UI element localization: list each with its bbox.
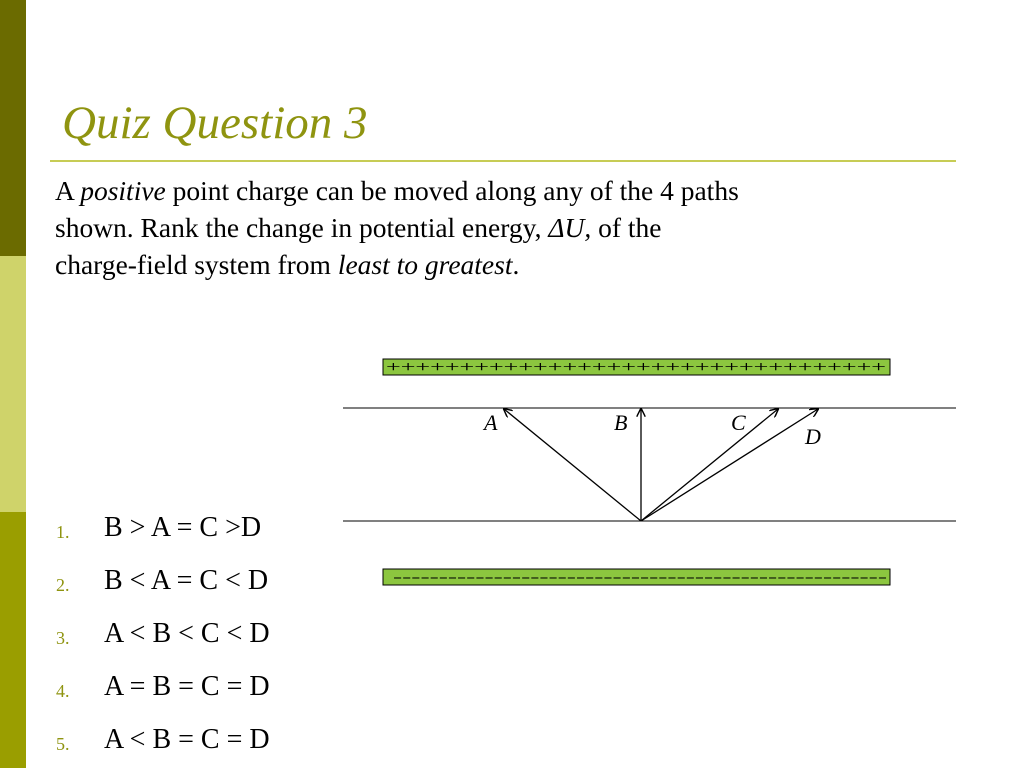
answer-option-2[interactable] (56, 565, 456, 599)
question-segment: charge-field system from (55, 249, 338, 280)
question-segment-italic: ΔU, (548, 212, 592, 243)
slide-title: Quiz Question 3 (62, 97, 368, 149)
option-text: A < B < C < D (104, 618, 270, 649)
negative-plate-signs: ------------------------------------------------------ (393, 570, 888, 585)
option-number: 2. (56, 575, 70, 595)
question-segment-italic: least to greatest (337, 249, 513, 280)
path-a-label: A (484, 410, 498, 435)
question-segment-italic: positive (80, 175, 166, 206)
option-number: 4. (56, 681, 70, 701)
question-segment: A (55, 175, 81, 206)
question-segment: point charge can be moved along any of the 4 paths (165, 175, 739, 206)
path-d-label: D (805, 424, 821, 449)
option-number: 3. (56, 628, 70, 648)
answer-option-3[interactable] (56, 618, 456, 652)
question-segment: of the (591, 212, 662, 243)
answer-option-5[interactable] (56, 724, 456, 758)
path-c-label: C (731, 410, 746, 435)
positive-plate-signs: ++++++++++++++++++++++++++++++++++ (386, 359, 886, 376)
option-number: 5. (56, 734, 70, 754)
option-text: B < A = C < D (104, 565, 269, 596)
option-text: A < B = C = D (104, 724, 270, 755)
answer-option-4[interactable] (56, 671, 456, 705)
option-text: B > A = C >D (104, 512, 262, 543)
path-b-label: B (614, 410, 628, 435)
path-c-arrow (641, 409, 778, 521)
option-number: 1. (56, 522, 70, 542)
question-segment: shown. Rank the change in potential energy, (55, 212, 549, 243)
option-text: A = B = C = D (104, 671, 270, 702)
question-segment: . (512, 249, 520, 280)
answer-option-1[interactable] (56, 512, 456, 546)
path-d-arrow (641, 409, 818, 521)
